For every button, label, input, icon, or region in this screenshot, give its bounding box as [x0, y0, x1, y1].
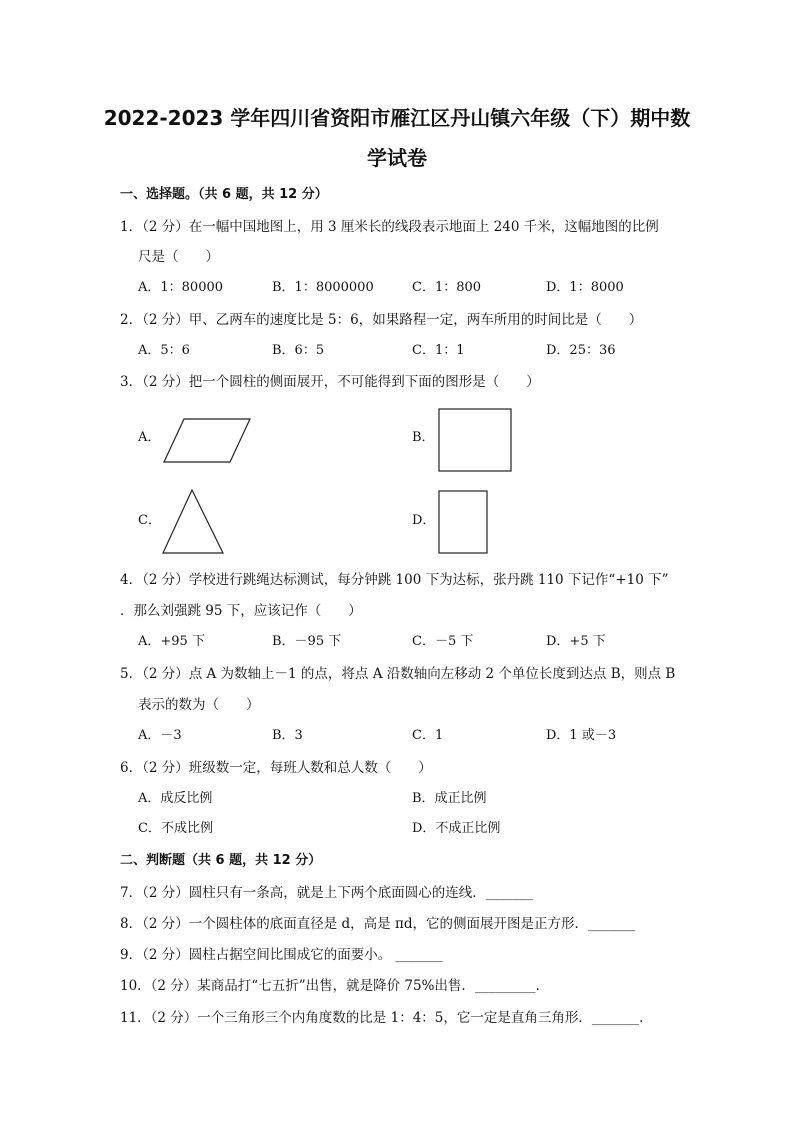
question-2-option-a: A．5：6 — [138, 343, 190, 358]
exam-title-line2: 学试卷 — [367, 146, 427, 170]
triangle-figure — [160, 488, 226, 556]
question-1-option-b: B．1：8000000 — [272, 280, 374, 295]
question-8-text: 8．（2 分）一个圆柱体的底面直径是 d，高是 πd，它的侧面展开图是正方形．_______ — [120, 916, 636, 932]
question-6-option-c: C．不成比例 — [138, 821, 213, 836]
question-9-text: 9．（2 分）圆柱占据空间比围成它的面要小。 _______ — [120, 947, 443, 963]
section-heading-choice: 一、选择题。（共 6 题，共 12 分） — [120, 187, 328, 202]
question-6-text: 6．（2 分）班级数一定，每班人数和总人数（ ） — [120, 760, 432, 776]
question-2-option-c: C．1：1 — [412, 343, 465, 358]
question-5-option-c: C．1 — [412, 728, 444, 743]
question-5-text: 5．（2 分）点 A 为数轴上－1 的点，将点 A 沿数轴向左移动 2 个单位长度到达点 B，则点 B — [120, 666, 676, 682]
parallelogram-figure — [162, 417, 254, 465]
exam-title-line1: 2022-2023 学年四川省资阳市雁江区丹山镇六年级（下）期中数 — [103, 106, 691, 130]
question-4-option-d: D．+5 下 — [546, 634, 606, 649]
question-4-text-cont: ．那么刘强跳 95 下，应该记作（ ） — [120, 603, 362, 619]
question-3-label-a: A． — [138, 430, 161, 445]
question-1-text-cont: 尺是（ ） — [138, 249, 219, 265]
question-5-option-d: D．1 或－3 — [546, 728, 617, 743]
question-5-text-cont: 表示的数为（ ） — [138, 697, 260, 713]
question-3-label-d: D． — [412, 513, 436, 528]
question-6-option-b: B．成正比例 — [412, 791, 487, 806]
question-10-text: 10．（2 分）某商品打“七五折”出售，就是降价 75%出售．_________． — [120, 978, 550, 994]
question-4-option-a: A．+95 下 — [138, 634, 205, 649]
question-4-option-b: B．－95 下 — [272, 634, 342, 649]
question-1-option-a: A．1：80000 — [138, 280, 224, 295]
rectangle-figure — [438, 490, 490, 556]
section-heading-judgment: 二、判断题（共 6 题，共 12 分） — [120, 853, 322, 868]
question-2-option-b: B．6：5 — [272, 343, 325, 358]
question-4-option-c: C．－5 下 — [412, 634, 474, 649]
question-2-text: 2．（2 分）甲、乙两车的速度比是 5：6，如果路程一定，两车所用的时间比是（ ） — [120, 312, 643, 328]
square-figure — [438, 408, 514, 474]
question-1-option-c: C．1：800 — [412, 280, 482, 295]
question-3-label-b: B． — [412, 430, 435, 445]
question-2-option-d: D．25：36 — [546, 343, 616, 358]
question-4-text: 4．（2 分）学校进行跳绳达标测试，每分钟跳 100 下为达标，张丹跳 110 下记作“+10 下” — [120, 572, 669, 588]
question-5-option-b: B．3 — [272, 728, 303, 743]
question-1-text: 1．（2 分）在一幅中国地图上，用 3 厘米长的线段表示地面上 240 千米，这幅地图的比例 — [120, 219, 659, 235]
question-6-option-a: A．成反比例 — [138, 791, 213, 806]
question-3-label-c: C． — [138, 513, 161, 528]
question-7-text: 7．（2 分）圆柱只有一条高，就是上下两个底面圆心的连线．_______ — [120, 885, 533, 901]
question-6-option-d: D．不成正比例 — [412, 821, 501, 836]
question-11-text: 11．（2 分）一个三角形三个内角度数的比是 1：4：5，它一定是直角三角形．_______． — [120, 1010, 653, 1026]
question-1-option-d: D．1：8000 — [546, 280, 624, 295]
question-3-text: 3．（2 分）把一个圆柱的侧面展开，不可能得到下面的图形是（ ） — [120, 374, 540, 390]
question-5-option-a: A．－3 — [138, 728, 182, 743]
